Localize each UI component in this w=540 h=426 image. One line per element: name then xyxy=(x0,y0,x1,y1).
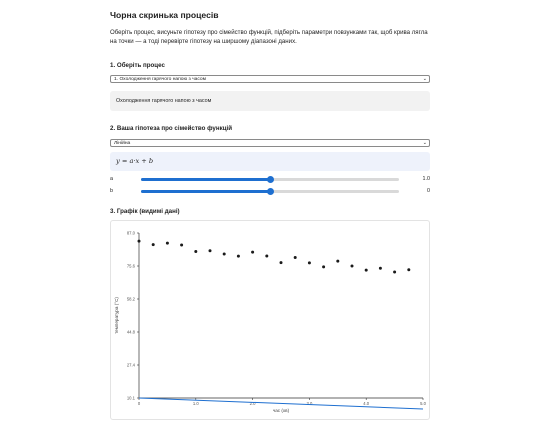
data-point xyxy=(209,249,212,252)
chart-card xyxy=(110,220,430,420)
data-point xyxy=(351,265,354,268)
y-tick-label: 58.2 xyxy=(126,296,135,302)
scatter-chart xyxy=(111,221,431,421)
data-point xyxy=(294,256,297,259)
y-tick-label: 44.8 xyxy=(126,329,135,335)
data-point xyxy=(194,250,197,253)
data-point xyxy=(407,268,410,271)
data-point xyxy=(393,271,396,274)
data-point xyxy=(152,243,155,246)
data-point xyxy=(280,261,283,264)
chevron-down-icon: ⌄ xyxy=(422,76,427,82)
x-tick-label: 0 xyxy=(137,401,141,406)
y-tick-label: 75.6 xyxy=(126,263,135,269)
data-point xyxy=(237,255,240,258)
process-select[interactable] xyxy=(110,75,430,83)
x-tick-label: 1.0 xyxy=(192,401,199,406)
family-select[interactable] xyxy=(110,139,430,147)
data-point xyxy=(251,251,254,254)
intro-text: Оберіть процес, висуньте гіпотезу про сімейство функцій, підберіть параметри повзунками так, щоб крива лягла на точки — а тоді перевірте гіпотезу на ширшому діапазоні даних. xyxy=(110,29,428,46)
param-a-value: 1.0 xyxy=(422,176,430,182)
y-axis-label: температура (°C) xyxy=(114,297,119,334)
process-select-value: 1. Охолодження гарячого напою з часом xyxy=(114,77,206,82)
param-b-thumb[interactable] xyxy=(267,188,274,195)
process-description: Охолодження гарячого напою з часом xyxy=(110,91,430,111)
x-tick-label: 5.0 xyxy=(420,401,426,406)
y-tick-label: 27.4 xyxy=(126,362,135,368)
step2-heading: 2. Ваша гіпотеза про сімейство функцій xyxy=(110,125,233,132)
data-point xyxy=(336,260,339,263)
chevron-down-icon: ⌄ xyxy=(422,140,427,146)
param-b-fill xyxy=(141,190,270,193)
param-a-thumb[interactable] xyxy=(267,176,274,183)
data-point xyxy=(322,265,325,268)
x-axis-label: час (хв) xyxy=(272,408,290,413)
data-point xyxy=(223,253,226,256)
x-tick-label: 3.0 xyxy=(306,401,313,406)
param-b-slider[interactable] xyxy=(141,190,399,193)
param-a-slider[interactable] xyxy=(141,178,399,181)
step1-heading: 1. Оберіть процес xyxy=(110,62,165,69)
param-a-fill xyxy=(141,178,270,181)
param-b-label: b xyxy=(110,188,113,194)
param-a-label: a xyxy=(110,176,113,182)
data-point xyxy=(265,254,268,257)
data-point xyxy=(365,269,368,272)
x-tick-label: 4.0 xyxy=(363,401,370,406)
step3-heading: 3. Графік (видимі дані) xyxy=(110,208,180,215)
param-b-value: 0 xyxy=(427,188,430,194)
formula-display: y = a·x + b xyxy=(110,152,430,171)
y-tick-label: 10.1 xyxy=(126,395,135,401)
data-point xyxy=(308,261,311,264)
x-tick-label: 2.0 xyxy=(249,401,256,406)
data-point xyxy=(180,244,183,247)
family-select-value: Лінійна xyxy=(114,141,131,146)
page-title: Чорна скринька процесів xyxy=(110,10,219,20)
data-point xyxy=(138,240,141,243)
y-tick-label: 87.0 xyxy=(126,230,135,236)
data-point xyxy=(166,242,169,245)
data-point xyxy=(379,267,382,270)
